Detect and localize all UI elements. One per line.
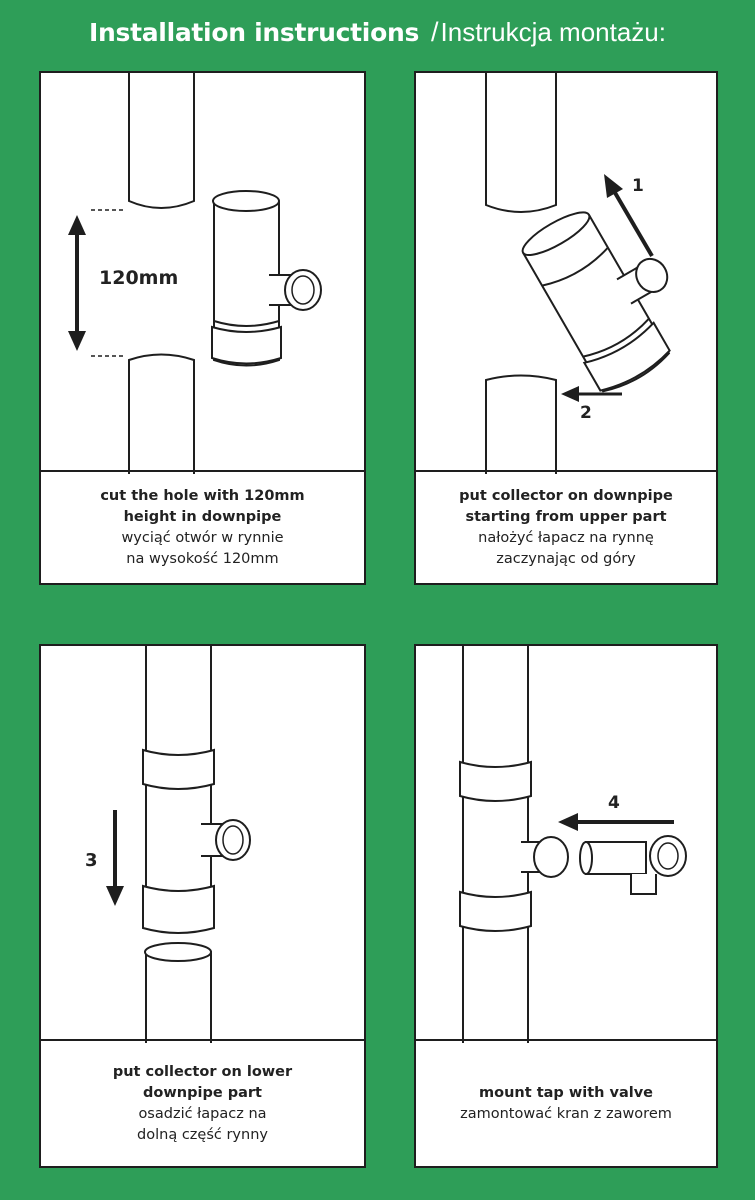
- step-3-diagram: [41, 646, 366, 1043]
- step-1-diagram: [41, 73, 366, 474]
- step-1-caption-en: cut the hole with 120mm height in downpipe: [100, 487, 305, 525]
- step-2-panel: [414, 71, 718, 585]
- step-1-caption-pl: wyciąć otwór w rynnie na wysokość 120mm: [121, 529, 284, 567]
- tap-with-valve: [580, 836, 686, 894]
- step-4-diagram: [416, 646, 718, 1043]
- step-4-caption: [416, 1039, 716, 1166]
- arrow-4: [558, 813, 674, 831]
- step-3-caption-pl: osadzić łapacz na dolną część rynny: [137, 1105, 268, 1143]
- step-3-caption: [41, 1039, 364, 1166]
- arrow-3: [106, 810, 124, 906]
- step-4-caption-en: mount tap with valve: [479, 1084, 653, 1101]
- dimension-label: 120mm: [99, 267, 179, 289]
- arrow-3-label: 3: [85, 850, 98, 871]
- collector: [143, 750, 250, 933]
- downpipe: [463, 646, 528, 1043]
- tilted-collector: [516, 186, 706, 398]
- collector: [460, 762, 568, 931]
- title-english: Installation instructions: [89, 18, 420, 47]
- title-separator: /: [431, 17, 439, 47]
- step-1-panel: [39, 71, 366, 585]
- title-polish: Instrukcja montażu:: [440, 17, 666, 47]
- step-3-panel: [39, 644, 366, 1168]
- lower-downpipe: [129, 355, 194, 475]
- step-4-panel: [414, 644, 718, 1168]
- step-4-caption-pl: zamontować kran z zaworem: [460, 1105, 672, 1122]
- arrow-4-label: 4: [608, 793, 620, 813]
- collector: [212, 191, 321, 366]
- lower-downpipe: [486, 376, 556, 475]
- step-2-caption-pl: nałożyć łapacz na rynnę zaczynając od góry: [478, 529, 654, 567]
- upper-downpipe: [486, 73, 556, 212]
- upper-downpipe: [146, 646, 211, 766]
- header: [0, 0, 755, 64]
- arrow-1: [604, 174, 652, 256]
- step-2-diagram: [416, 73, 718, 474]
- upper-downpipe: [129, 73, 194, 208]
- arrow-1-label: 1: [632, 176, 644, 196]
- step-3-caption-en: put collector on lower downpipe part: [112, 1063, 293, 1101]
- step-2-caption: [416, 470, 716, 583]
- step-1-caption: [41, 470, 364, 583]
- arrow-2-label: 2: [580, 403, 592, 423]
- step-2-caption-en: put collector on downpipe starting from upper part: [459, 487, 673, 525]
